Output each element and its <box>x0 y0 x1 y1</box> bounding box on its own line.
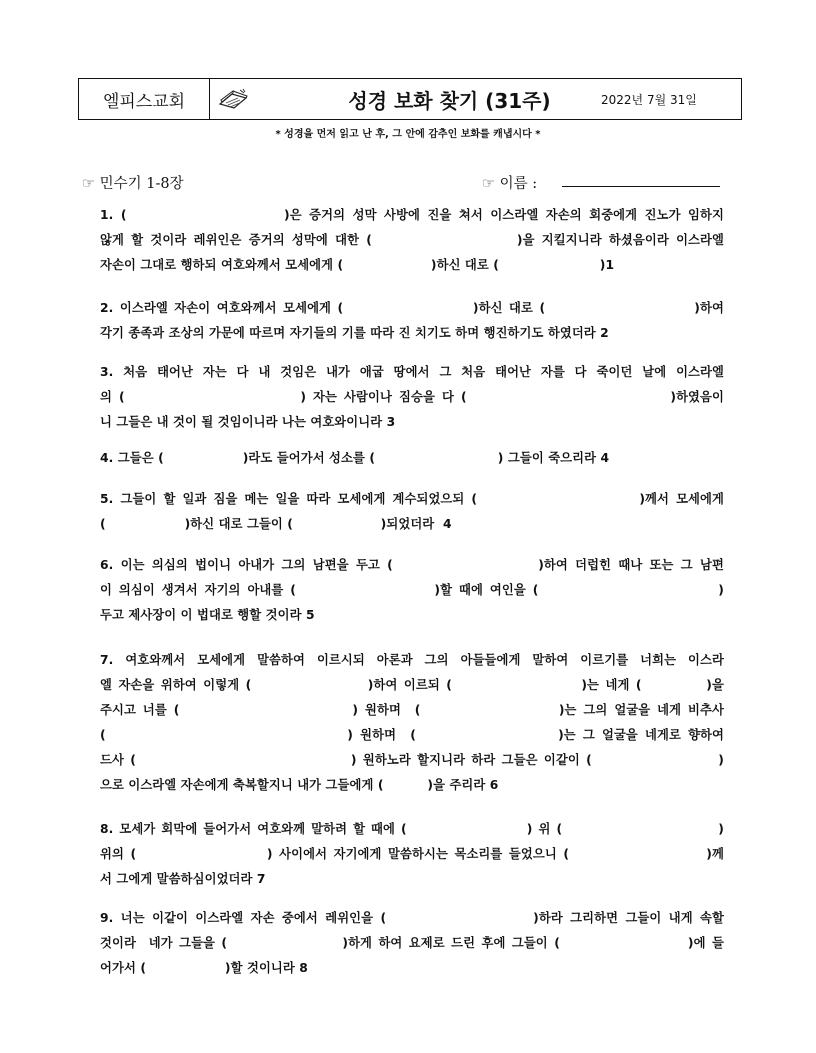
question-line: 9. 너는 이같이 이스라엘 자손 중에서 레위인을 ( )하라 그리하면 그들이 내게 속할 <box>100 911 724 925</box>
church-name: 엘피스교회 <box>79 79 210 119</box>
worksheet-header <box>78 78 742 120</box>
pointing-hand-icon: ☞ <box>82 176 95 192</box>
question-line: 4. 그들은 ( )라도 들어가서 성소를 ( ) 그들이 죽으리라 4 <box>100 451 610 465</box>
question-line: 않게 할 것이라 레위인은 증거의 성막에 대한 ( )을 지킬지니라 하셨음이라 이스라엘 <box>100 233 724 247</box>
question-line: 두고 제사장이 이 법대로 행할 것이라 5 <box>100 608 315 622</box>
name-field[interactable] <box>482 172 722 193</box>
question-line: 이 의심이 생겨서 자기의 아내를 ( )할 때에 여인을 ( ) <box>100 583 724 597</box>
question-line: 서 그에게 말씀하심이었더라 7 <box>100 872 266 886</box>
section-label <box>82 172 184 193</box>
pointing-hand-icon: ☞ <box>482 176 495 192</box>
question-line: 8. 모세가 회막에 들어가서 여호와께 말하려 할 때에 ( ) 위 ( ) <box>100 822 724 836</box>
question-line: 1. ( )은 증거의 성막 사방에 진을 쳐서 이스라엘 자손의 회중에게 진노가 임하지 <box>100 208 724 222</box>
question-line: 엘 자손을 위하여 이렇게 ( )하여 이르되 ( )는 네게 ( )을 <box>100 678 724 692</box>
worksheet-date: 2022년 7월 31일 <box>601 92 697 107</box>
question-line: 것이라 네가 그들을 ( )하게 하여 요제로 드린 후에 그들이 ( )에 들 <box>100 936 724 950</box>
question-line: 드사 ( ) 원하노라 할지니라 하라 그들은 이같이 ( ) <box>100 753 724 767</box>
question-line: 위의 ( ) 사이에서 자기에게 말씀하시는 목소리를 들었으니 ( )께 <box>100 847 724 861</box>
question-line: 니 그들은 내 것이 될 것임이니라 나는 여호와이니라 3 <box>100 415 396 429</box>
question-line: 6. 이는 의심의 법이니 아내가 그의 남편을 두고 ( )하여 더럽힌 때나 또는 그 남편 <box>100 558 724 572</box>
question-line: 7. 여호와께서 모세에게 말씀하여 이르시되 아론과 그의 아들들에게 말하여 이르기를 너희는 이스라 <box>100 653 724 667</box>
question-line: 주시고 너를 ( ) 원하며 ( )는 그의 얼굴을 네게 비추사 <box>100 703 724 717</box>
question-line: 자손이 그대로 행하되 여호와께서 모세에게 ( )하신 대로 ( )1 <box>100 258 615 272</box>
name-label: 이름 : <box>499 176 538 192</box>
question-4 <box>100 446 724 471</box>
question-line: 각기 종족과 조상의 가문에 따르며 자기들의 기를 따라 진 치기도 하며 행진하기도 하였더라 2 <box>100 326 609 340</box>
question-line: 5. 그들이 할 일과 짐을 메는 일을 따라 모세에게 계수되었으되 ( )께서 모세에게 <box>100 492 724 506</box>
question-1 <box>100 203 724 278</box>
question-2 <box>100 296 724 346</box>
bible-icon <box>210 79 258 119</box>
scripture-range: 민수기 1-8장 <box>99 176 184 192</box>
question-line: 으로 이스라엘 자손에게 축복할지니 내가 그들에게 ( )을 주리라 6 <box>100 778 499 792</box>
question-line: ( ) 원하며 ( )는 그 얼굴을 네게로 향하여 <box>100 728 724 742</box>
question-7 <box>100 648 724 798</box>
question-3 <box>100 360 724 435</box>
question-line: 어가서 ( )할 것이니라 8 <box>100 961 308 975</box>
instruction-text: * 성경을 먼저 읽고 난 후, 그 안에 감추인 보화를 캐냅시다 * <box>275 129 541 140</box>
question-8 <box>100 817 724 892</box>
question-line: 2. 이스라엘 자손이 여호와께서 모세에게 ( )하신 대로 ( )하여 <box>100 301 724 315</box>
question-line: 3. 처음 태어난 자는 다 내 것임은 내가 애굽 땅에서 그 처음 태어난 자를 다 죽이던 날에 이스라엘 <box>100 365 724 379</box>
section-row <box>82 172 722 192</box>
name-blank-line[interactable] <box>562 186 720 187</box>
question-line: 의 ( ) 자는 사람이나 짐승을 다 ( )하였음이 <box>100 390 724 404</box>
worksheet-title: 성경 보화 찾기 (31주) <box>348 88 551 113</box>
question-5 <box>100 487 724 537</box>
question-9 <box>100 906 724 981</box>
question-line: ( )하신 대로 그들이 ( )되었더라 4 <box>100 517 452 531</box>
question-6 <box>100 553 724 628</box>
